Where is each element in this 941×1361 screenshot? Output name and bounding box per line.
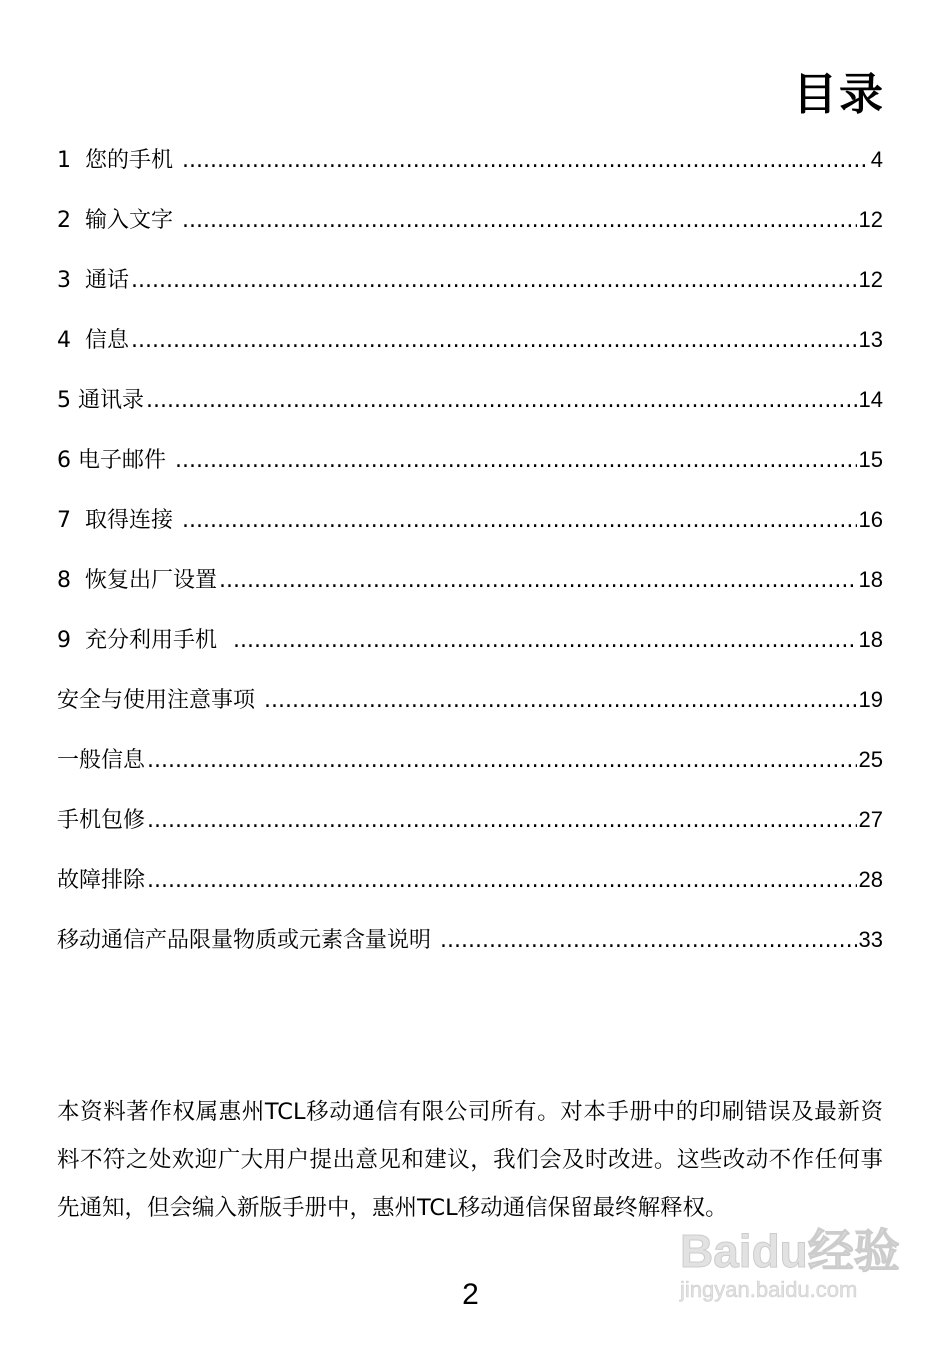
toc-entry-page: 4 [870,147,883,172]
toc-entry-label: 一般信息 [57,748,146,773]
toc-entry-page: 27 [858,807,883,832]
toc-leader-dots [147,803,857,839]
toc-entry-page: 13 [858,327,883,352]
toc-leader-dots [219,563,857,599]
toc-leader-dots [182,143,869,179]
toc-entry[interactable] [57,922,883,982]
toc-entry[interactable] [57,502,883,562]
toc-entry-label: 1 您的手机 [57,148,180,173]
toc-entry-label: 移动通信产品限量物质或元素含量说明 [57,928,438,953]
toc-leader-dots [147,743,857,779]
toc-entry-label: 7 取得连接 [57,508,180,533]
toc-leader-dots [131,263,857,299]
toc-leader-dots [131,323,857,359]
toc-entry[interactable] [57,742,883,802]
toc-entry-label: 8 恢复出厂设置 [57,568,217,593]
toc-leader-dots [264,683,857,719]
toc-entry-page: 28 [858,867,883,892]
toc-entry-label: 安全与使用注意事项 [57,688,262,713]
toc-entry[interactable] [57,862,883,922]
toc-entry-label: 故障排除 [57,868,146,893]
toc-entry-label: 5 通讯录 [57,388,144,413]
toc-entry[interactable] [57,262,883,322]
toc-entry[interactable] [57,562,883,622]
toc-entry[interactable] [57,442,883,502]
baidu-jingyan-watermark [680,1215,900,1303]
toc-entry-label: 9 充分利用手机 [57,628,231,653]
toc-leader-dots [147,863,857,899]
toc-entry[interactable] [57,622,883,682]
copyright-notice: 本资料著作权属惠州TCL移动通信有限公司所有。对本手册中的印刷错误及最新资料不符之处欢迎广大用户提出意见和建议，我们会及时改进。这些改动不作任何事先通知，但会编入新版手册中，惠州TCL移动通信保留最终解释权。 [57,1099,883,1221]
toc-entry-page: 19 [858,687,883,712]
toc-entry[interactable] [57,322,883,382]
toc-entry-page: 25 [858,747,883,772]
toc-leader-dots [182,203,857,239]
toc-entry-page: 18 [858,627,883,652]
toc-entry-page: 33 [858,927,883,952]
toc-leader-dots [440,923,857,959]
toc-entry[interactable] [57,682,883,742]
watermark-url: jingyan.baidu.com [680,1277,858,1302]
toc-entry-page: 12 [858,207,883,232]
toc-entry-label: 2 输入文字 [57,208,180,233]
toc-entry-page: 15 [858,447,883,472]
toc-leader-dots [233,623,857,659]
toc-entry[interactable] [57,382,883,442]
page-title: 目录 [793,69,885,120]
toc-entry-label: 3 通话 [57,268,129,293]
watermark-logo: Baidu经验 [680,1225,900,1277]
toc-entry-page: 12 [858,267,883,292]
toc-entry-page: 18 [858,567,883,592]
toc-leader-dots [182,503,857,539]
toc-entry-page: 16 [858,507,883,532]
toc-entry[interactable] [57,202,883,262]
toc-leader-dots [146,383,857,419]
toc-leader-dots [175,443,857,479]
toc-entry-label: 6 电子邮件 [57,448,173,473]
toc-entry[interactable] [57,802,883,862]
toc-entry-page: 14 [858,387,883,412]
page-number: 2 [462,1278,479,1311]
toc-entry-label: 手机包修 [57,808,146,833]
toc-entry[interactable] [57,142,883,202]
table-of-contents [57,142,883,982]
toc-entry-label: 4 信息 [57,328,129,353]
